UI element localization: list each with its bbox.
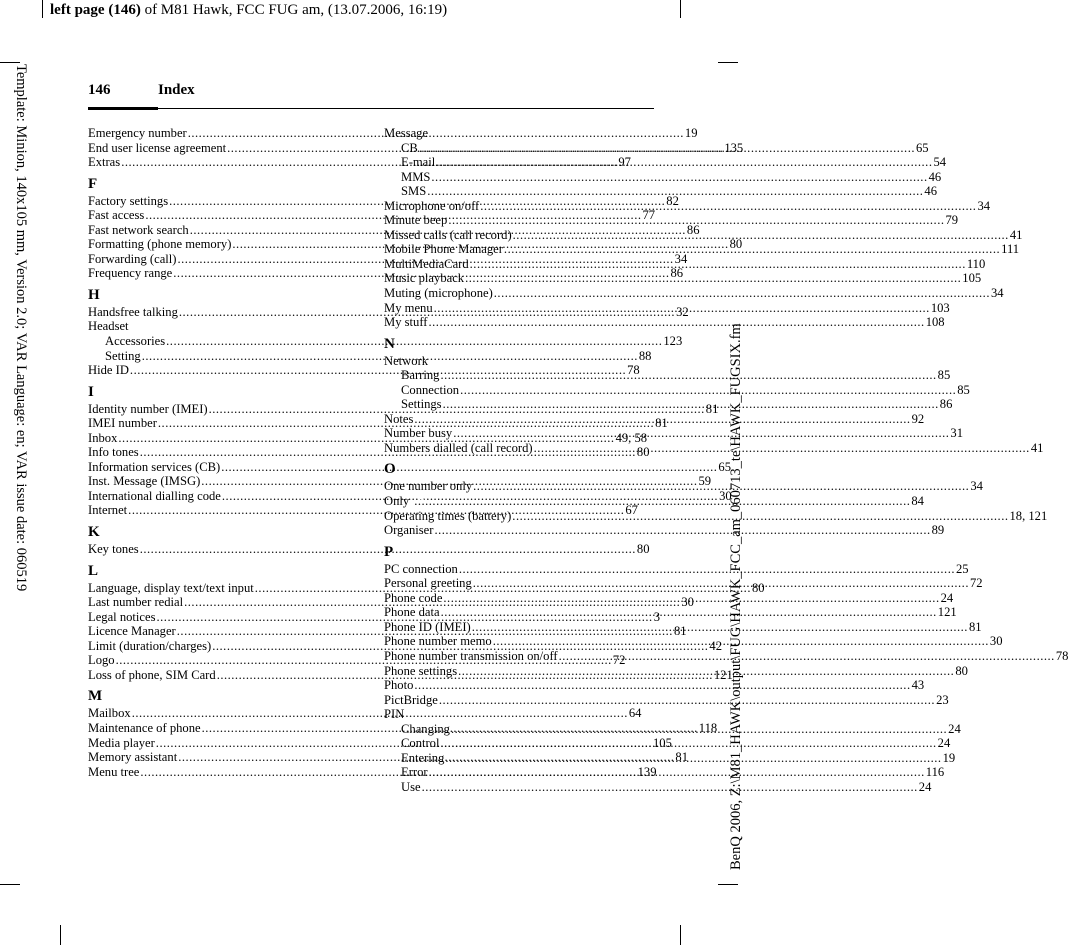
dot-leader (473, 576, 969, 591)
dot-leader (448, 213, 944, 228)
entry-label: CB (401, 140, 418, 155)
dot-leader (480, 199, 976, 214)
entry-label: Setting (105, 348, 141, 363)
entry-label: End user license agreement (88, 140, 227, 155)
print-info-bar: left page (146) of M81 Hawk, FCC FUG am, (13.07.2006, 16:19) (50, 2, 448, 18)
crop-mark (680, 925, 681, 945)
entry-label: Info tones (88, 445, 139, 460)
entry-label: Settings (401, 397, 442, 412)
dot-leader (434, 523, 930, 538)
dot-leader (493, 634, 989, 649)
index-entry (384, 286, 1004, 301)
entry-label: Menu tree (88, 764, 140, 779)
entry-label: Forwarding (call) (88, 251, 177, 266)
index-letter-heading: I (88, 383, 94, 400)
entry-page: 59 (698, 474, 712, 489)
entry-label: Memory assistant (88, 750, 178, 765)
entry-label: Inst. Message (IMSG) (88, 474, 201, 489)
header-tab-bar (88, 107, 158, 110)
entry-label: Entering (401, 750, 445, 765)
crop-mark (0, 62, 20, 63)
entry-page: 81 (675, 750, 688, 765)
entry-label: Internet (88, 503, 128, 518)
dot-leader (440, 736, 936, 751)
entry-page: 78 (1055, 648, 1068, 663)
index-entry (384, 315, 945, 330)
entry-page: 30 (681, 595, 694, 610)
entry-label: One number only (384, 479, 473, 494)
dot-leader (460, 383, 956, 398)
entry-page: 123 (663, 334, 683, 349)
entry-label: Phone code (384, 590, 443, 605)
crop-mark (60, 925, 61, 945)
entry-label: International dialling code (88, 488, 221, 503)
index-subentry (384, 382, 970, 398)
entry-label: E-mail (401, 155, 436, 170)
entry-label: Limit (duration/charges) (88, 638, 212, 653)
entry-page: 19 (684, 126, 698, 140)
entry-page: 18, 121 (1009, 508, 1048, 523)
index-subentry (384, 765, 945, 780)
entry-page: 82 (666, 193, 679, 208)
entry-label: Muting (microphone) (384, 286, 493, 301)
index-entry (384, 619, 982, 635)
entry-label: Logo (88, 653, 115, 668)
entry-label: Phone number transmission on/off (384, 648, 558, 663)
index-letter-heading: H (88, 286, 100, 303)
entry-page: 80 (636, 445, 650, 460)
entry-label: Legal notices (88, 609, 156, 624)
index-parent-entry: Message (384, 126, 429, 140)
entry-label: Music playback (384, 271, 465, 286)
dot-leader (419, 141, 915, 156)
entry-page: 135 (724, 140, 744, 155)
entry-page: 81 (705, 401, 719, 416)
entry-page: 30 (989, 634, 1003, 649)
dot-leader (443, 397, 939, 412)
entry-page: 23 (936, 692, 949, 707)
entry-label: Connection (401, 382, 460, 397)
entry-page: 85 (937, 368, 951, 383)
entry-page: 24 (940, 590, 954, 605)
entry-label: MMS (401, 169, 431, 184)
index-letter-heading: F (88, 175, 98, 192)
entry-page: 108 (925, 315, 945, 330)
dot-leader (459, 562, 955, 577)
entry-label: Hide ID (88, 363, 129, 378)
dot-leader (429, 315, 925, 330)
entry-label: Barring (401, 368, 440, 383)
index-entry (384, 648, 1068, 664)
entry-label: Photo (384, 678, 414, 693)
index-subentry (384, 169, 942, 185)
entry-label: Last number redial (88, 595, 184, 610)
index-entry (384, 678, 925, 693)
entry-page: 34 (990, 286, 1004, 301)
entry-page: 118 (698, 720, 718, 735)
entry-label: MultiMediaCard (384, 256, 469, 271)
entry-page: 97 (618, 155, 631, 170)
entry-page: 80 (729, 237, 743, 252)
page-title: Index (158, 82, 195, 98)
entry-page: 46 (924, 184, 937, 199)
entry-page: 65 (718, 459, 731, 474)
entry-page: 49, 58 (615, 430, 648, 445)
dot-leader (439, 693, 935, 708)
entry-page: 64 (628, 706, 642, 721)
dot-leader (414, 678, 910, 693)
entry-page: 105 (962, 271, 982, 286)
entry-label: PictBridge (384, 692, 438, 707)
index-subentry (384, 184, 937, 199)
entry-page: 86 (670, 266, 684, 281)
entry-label: Changing (401, 721, 450, 736)
entry-label: Minute beep (384, 213, 448, 228)
page-number: 146 (88, 82, 111, 98)
entry-page: 88 (638, 348, 652, 363)
entry-label: Handsfree talking (88, 304, 178, 319)
dot-leader (458, 664, 954, 679)
crop-mark (718, 884, 738, 885)
index-subentry (384, 368, 951, 383)
entry-page: 42 (709, 638, 723, 653)
index-letter-heading: L (88, 562, 99, 579)
dot-leader (434, 301, 930, 316)
entry-page: 43 (911, 678, 925, 693)
page-header (88, 82, 654, 109)
index-entry (88, 459, 731, 475)
entry-label: Control (401, 736, 440, 751)
entry-label: Licence Manager (88, 624, 176, 639)
entry-label: Key tones (88, 542, 139, 557)
entry-label: Missed calls (call record) (384, 227, 512, 242)
dot-leader (414, 494, 910, 509)
entry-page: 116 (925, 765, 945, 780)
entry-page: 121 (937, 605, 957, 620)
index-parent-entry: PIN (384, 707, 405, 722)
index-entry (384, 561, 969, 577)
dot-leader (494, 286, 990, 301)
index-entry (384, 440, 1044, 456)
index-letter-heading: N (384, 335, 395, 352)
entry-label: Microphone on/off (384, 198, 480, 213)
entry-label: Identity number (IMEI) (88, 401, 208, 416)
dot-leader (465, 271, 961, 286)
entry-label: Operating times (battery) (384, 508, 512, 523)
index-subentry (384, 779, 932, 795)
entry-page: 72 (969, 576, 983, 591)
entry-page: 41 (1030, 440, 1044, 455)
dot-leader (436, 155, 932, 170)
index-parent-entry: Headset (88, 319, 129, 334)
entry-label: My stuff (384, 315, 428, 330)
index-entry (384, 508, 1048, 524)
entry-page: 54 (933, 155, 947, 170)
entry-page: 24 (918, 779, 932, 794)
entry-page: 34 (674, 251, 688, 266)
entry-page: 84 (911, 494, 924, 509)
entry-label: Phone ID (IMEI) (384, 619, 471, 634)
entry-page: 111 (1001, 242, 1020, 257)
entry-label: Frequency range (88, 266, 173, 281)
index-subentry (88, 334, 683, 349)
entry-page: 103 (930, 300, 950, 315)
index-entry (384, 692, 949, 708)
entry-label: Formatting (phone memory) (88, 237, 232, 252)
dot-leader (441, 605, 937, 620)
dot-leader (427, 184, 923, 199)
dot-leader (453, 426, 949, 441)
dot-leader (559, 649, 1055, 664)
entry-label: Phone number memo (384, 634, 492, 649)
entry-label: Mailbox (88, 706, 131, 721)
index-parent-entry: Network (384, 353, 429, 368)
entry-label: Information services (CB) (88, 459, 221, 474)
file-path-info: BenQ 2006, Z:\M81_HAWK\output\FUG\HAWK_FCC_am_060713_te\HAWK_FUGSIX.fm (728, 323, 744, 870)
index-entry (384, 605, 957, 620)
entry-page: 80 (955, 663, 968, 678)
entry-page: 81 (673, 624, 687, 639)
entry-label: Mobile Phone Manager (384, 242, 503, 257)
entry-page: 65 (916, 140, 929, 155)
entry-label: Error (401, 765, 428, 780)
entry-label: Media player (88, 735, 155, 750)
entry-page: 46 (928, 169, 942, 184)
entry-page: 81 (655, 416, 668, 431)
crop-mark (42, 0, 43, 18)
crop-mark (680, 0, 681, 18)
entry-page: 81 (968, 619, 982, 634)
crop-mark (0, 884, 20, 885)
dot-leader (429, 765, 925, 780)
entry-page: 121 (713, 667, 733, 682)
entry-page: 85 (957, 382, 970, 397)
dot-leader (445, 751, 941, 766)
entry-page: 72 (612, 653, 626, 668)
entry-label: Phone data (384, 605, 440, 620)
entry-page: 80 (636, 542, 650, 557)
entry-page: 79 (945, 213, 959, 228)
entry-page: 89 (931, 523, 945, 538)
entry-label: Extras (88, 155, 121, 170)
entry-label: Inbox (88, 430, 118, 445)
index-entry (88, 542, 650, 557)
entry-label: Phone settings (384, 663, 458, 678)
entry-page: 19 (942, 750, 956, 765)
index-letter-heading: K (88, 524, 100, 541)
dot-leader (451, 722, 947, 737)
entry-page: 34 (970, 479, 983, 494)
entry-label: Numbers dialled (call record) (384, 440, 533, 455)
dot-leader (512, 509, 1008, 524)
index-letter-heading: O (384, 461, 396, 478)
index-letter-heading: P (384, 543, 394, 560)
dot-leader (470, 257, 966, 272)
dot-leader (504, 242, 1000, 257)
entry-page: 24 (937, 736, 951, 751)
entry-page: 78 (627, 363, 640, 378)
entry-page: 24 (948, 721, 961, 736)
entry-label: IMEI number (88, 416, 157, 431)
entry-page: 30 (719, 488, 732, 503)
entry-label: PC connection (384, 561, 458, 576)
dot-leader (473, 479, 969, 494)
dot-leader (472, 620, 968, 635)
entry-page: 67 (625, 503, 638, 518)
entry-page: 25 (956, 561, 969, 576)
index-letter-heading: M (88, 688, 103, 705)
entry-label: Only (384, 494, 410, 509)
entry-label: My menu (384, 300, 433, 315)
entry-page: 86 (686, 222, 700, 237)
entry-label: Accessories (105, 334, 166, 349)
entry-label: Number busy (384, 426, 453, 441)
entry-page: 32 (676, 304, 689, 319)
index-subentry (384, 155, 947, 170)
entry-page: 34 (977, 198, 991, 213)
entry-page: 86 (939, 397, 953, 412)
index-entry (384, 426, 963, 441)
entry-label: Fast network search (88, 222, 189, 237)
entry-label: Fast access (88, 208, 145, 223)
dot-leader (513, 228, 1009, 243)
entry-label: SMS (401, 184, 427, 199)
template-info: Template: Minion, 140x105 mm, Version 2.0; VAR Language: en; VAR issue date: 060519 (13, 64, 29, 592)
entry-page: 139 (637, 764, 657, 779)
entry-page: 110 (966, 256, 986, 271)
entry-label: Notes (384, 411, 414, 426)
entry-page: 41 (1009, 227, 1023, 242)
entry-page: 105 (652, 735, 672, 750)
dot-leader (414, 412, 910, 427)
entry-label: Emergency number (88, 126, 187, 140)
entry-page: 31 (950, 426, 963, 441)
entry-label: Maintenance of phone (88, 720, 201, 735)
crop-mark (718, 62, 738, 63)
dot-leader (440, 368, 936, 383)
entry-label: Language, display text/text input (88, 580, 254, 595)
dot-leader (534, 441, 1030, 456)
dot-leader (443, 591, 939, 606)
entry-label: Organiser (384, 523, 434, 538)
entry-label: Use (401, 779, 421, 794)
entry-label: Factory settings (88, 193, 169, 208)
entry-page: 80 (751, 580, 765, 595)
entry-page: 3 (653, 609, 660, 624)
entry-label: Personal greeting (384, 576, 472, 591)
index-entry (384, 523, 945, 538)
entry-page: 77 (642, 208, 656, 223)
dot-leader (431, 170, 927, 185)
entry-page: 92 (911, 411, 925, 426)
entry-label: Loss of phone, SIM Card (88, 667, 216, 682)
dot-leader (422, 780, 918, 795)
